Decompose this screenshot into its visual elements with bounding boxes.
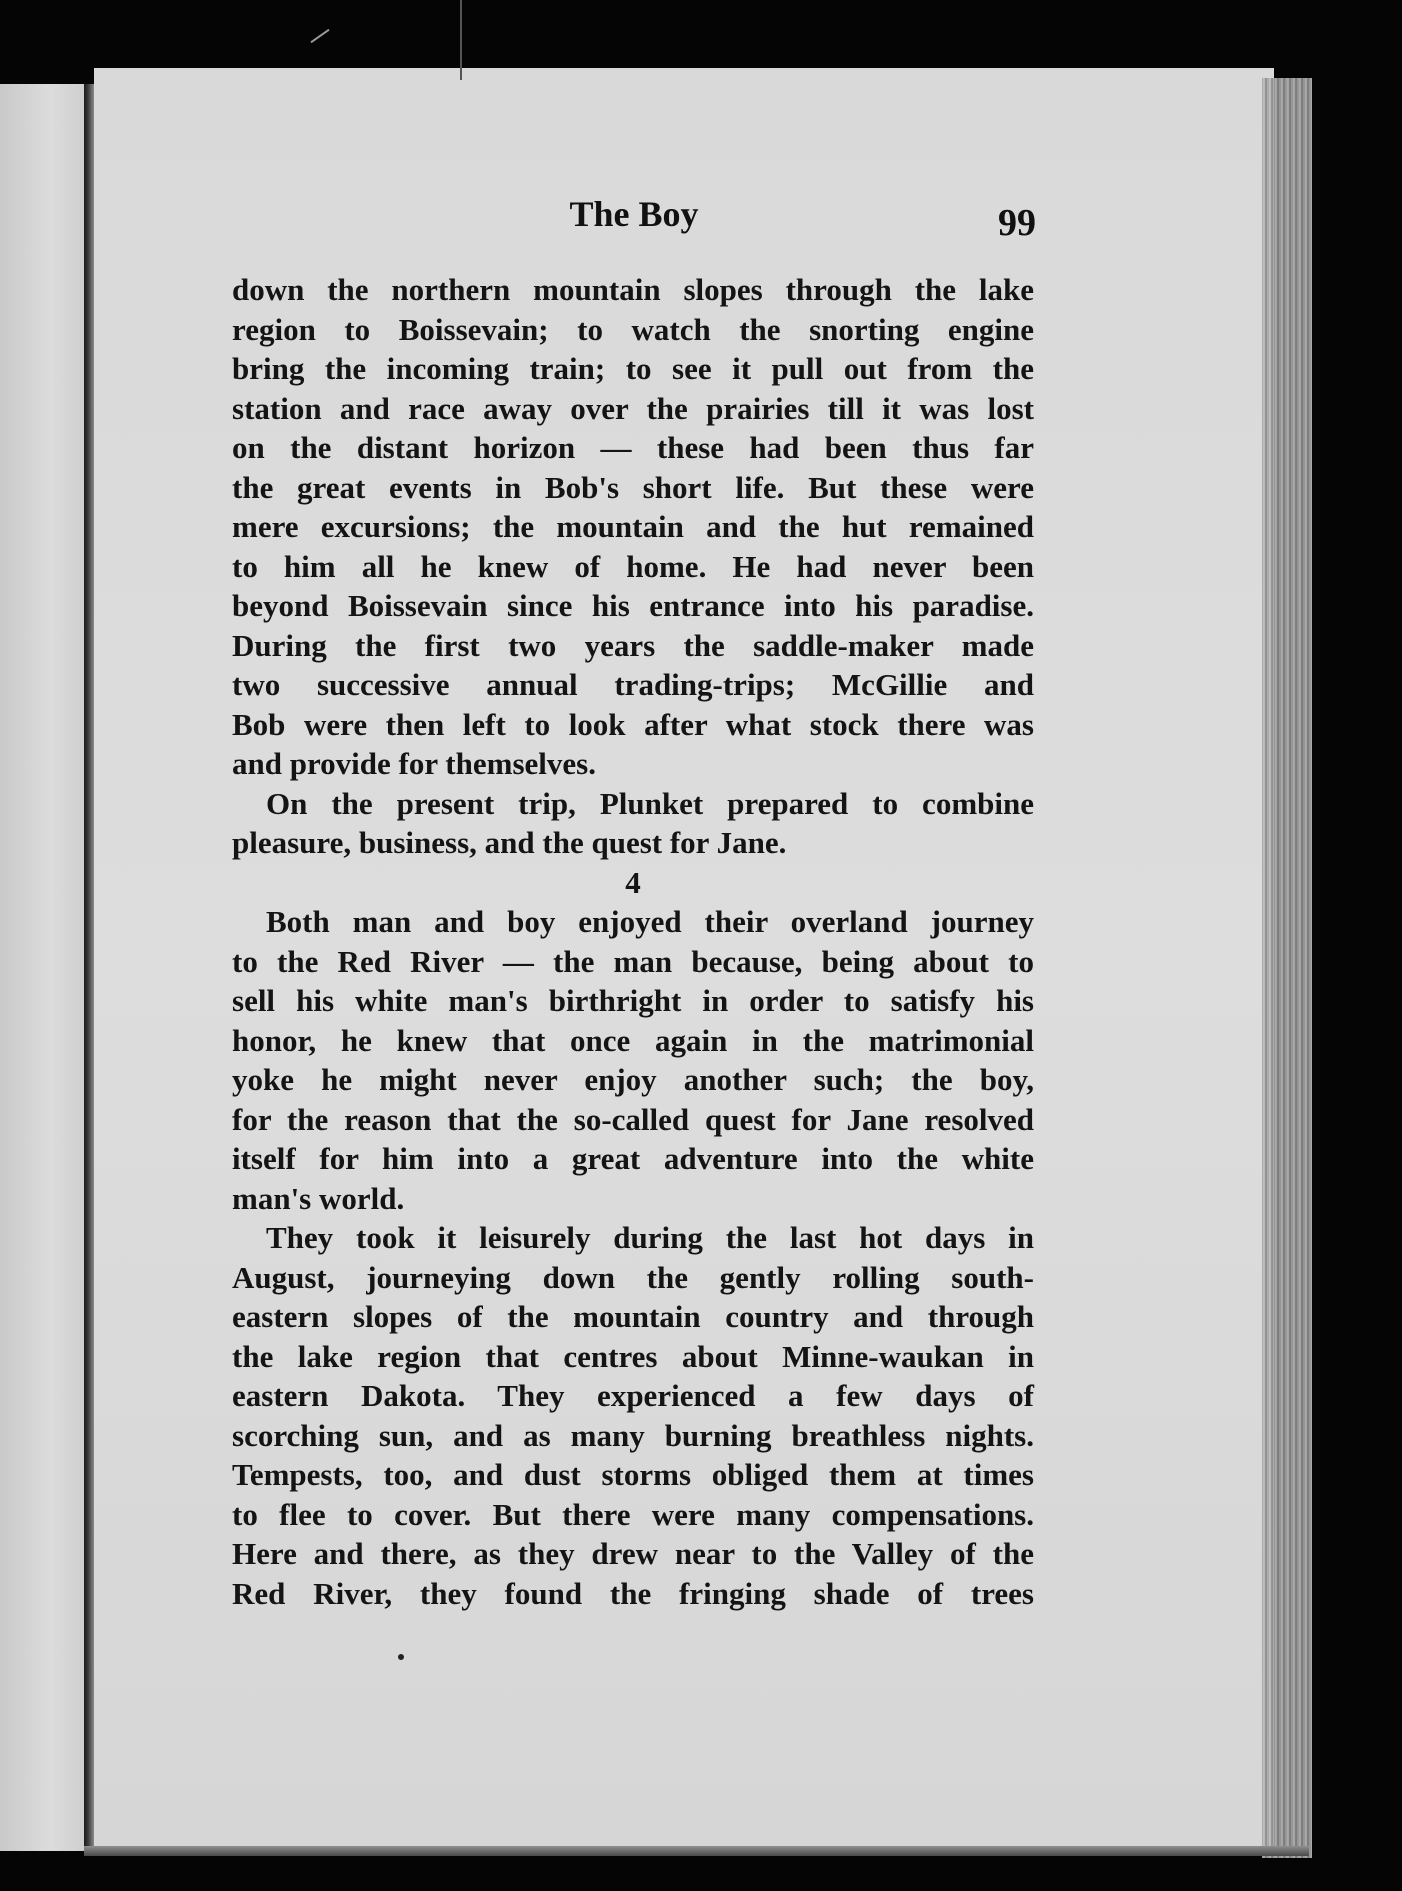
paragraph: [232, 784, 1034, 863]
scan-artifact-mark: [310, 29, 329, 43]
text-line: They took it leisurely during the last hot days in: [266, 1220, 1034, 1255]
scan-artifact-line: [460, 0, 462, 80]
text-line: eastern slopes of the mountain country and through: [232, 1299, 1034, 1334]
text-line: eastern Dakota. They experienced a few days of: [232, 1378, 1034, 1413]
text-line: two successive annual trading-trips; McGillie and: [232, 667, 1034, 702]
text-line: man's world.: [232, 1180, 405, 1216]
section-number: 4: [625, 864, 641, 900]
text-line: Here and there, as they drew near to the Valley of the: [232, 1536, 1034, 1571]
text-line: to him all he knew of home. He had never been: [232, 548, 1034, 584]
text-line: sell his white man's birthright in order to satisfy his: [232, 983, 1034, 1018]
text-line: Bob were then left to look after what stock there was: [232, 706, 1034, 742]
text-line: scorching sun, and as many burning breathless nights.: [232, 1417, 1034, 1453]
ink-speck: [398, 1654, 404, 1660]
text-line: the lake region that centres about Minne-waukan in: [232, 1338, 1034, 1374]
text-line: and provide for themselves.: [232, 746, 596, 781]
text-line: itself for him into a great adventure into the white: [232, 1141, 1034, 1176]
body-text: [232, 270, 1034, 1613]
text-line: for the reason that the so-called quest for Jane resolved: [232, 1101, 1034, 1137]
text-line: pleasure, business, and the quest for Jane.: [232, 825, 787, 860]
book-gutter: [84, 84, 94, 1851]
text-line: bring the incoming train; to see it pull out from the: [232, 351, 1034, 386]
text-line: yoke he might never enjoy another such; the boy,: [232, 1062, 1034, 1097]
page-block-edge: [1262, 78, 1312, 1858]
text-line: to flee to cover. But there were many compensations.: [232, 1496, 1034, 1532]
paragraph: [232, 902, 1034, 1218]
text-line: beyond Boissevain since his entrance into his paradise.: [232, 588, 1034, 623]
text-line: On the present trip, Plunket prepared to combine: [266, 785, 1034, 821]
text-line: station and race away over the prairies till it was lost: [232, 390, 1034, 426]
text-line: August, journeying down the gently rolling south-: [232, 1259, 1034, 1295]
text-line: region to Boissevain; to watch the snorting engine: [232, 311, 1034, 347]
running-title: The Boy: [569, 194, 699, 234]
page-number: 99: [998, 202, 1036, 244]
text-line: down the northern mountain slopes through the lake: [232, 272, 1034, 307]
facing-page-edge: [0, 84, 84, 1851]
text-line: to the Red River — the man because, being about to: [232, 943, 1034, 979]
running-head: [232, 193, 1036, 253]
text-line: honor, he knew that once again in the matrimonial: [232, 1022, 1034, 1058]
text-line: the great events in Bob's short life. But these were: [232, 469, 1034, 505]
text-line: Red River, they found the fringing shade of trees: [232, 1575, 1034, 1611]
paragraph: [232, 270, 1034, 784]
text-line: mere excursions; the mountain and the hut remained: [232, 509, 1034, 544]
text-line: During the first two years the saddle-maker made: [232, 627, 1034, 663]
text-line: Both man and boy enjoyed their overland journey: [266, 904, 1034, 939]
paragraph: [232, 1218, 1034, 1613]
text-line: on the distant horizon — these had been thus far: [232, 430, 1034, 465]
text-line: Tempests, too, and dust storms obliged them at times: [232, 1457, 1034, 1492]
page-bottom-edge: [84, 1846, 1309, 1856]
